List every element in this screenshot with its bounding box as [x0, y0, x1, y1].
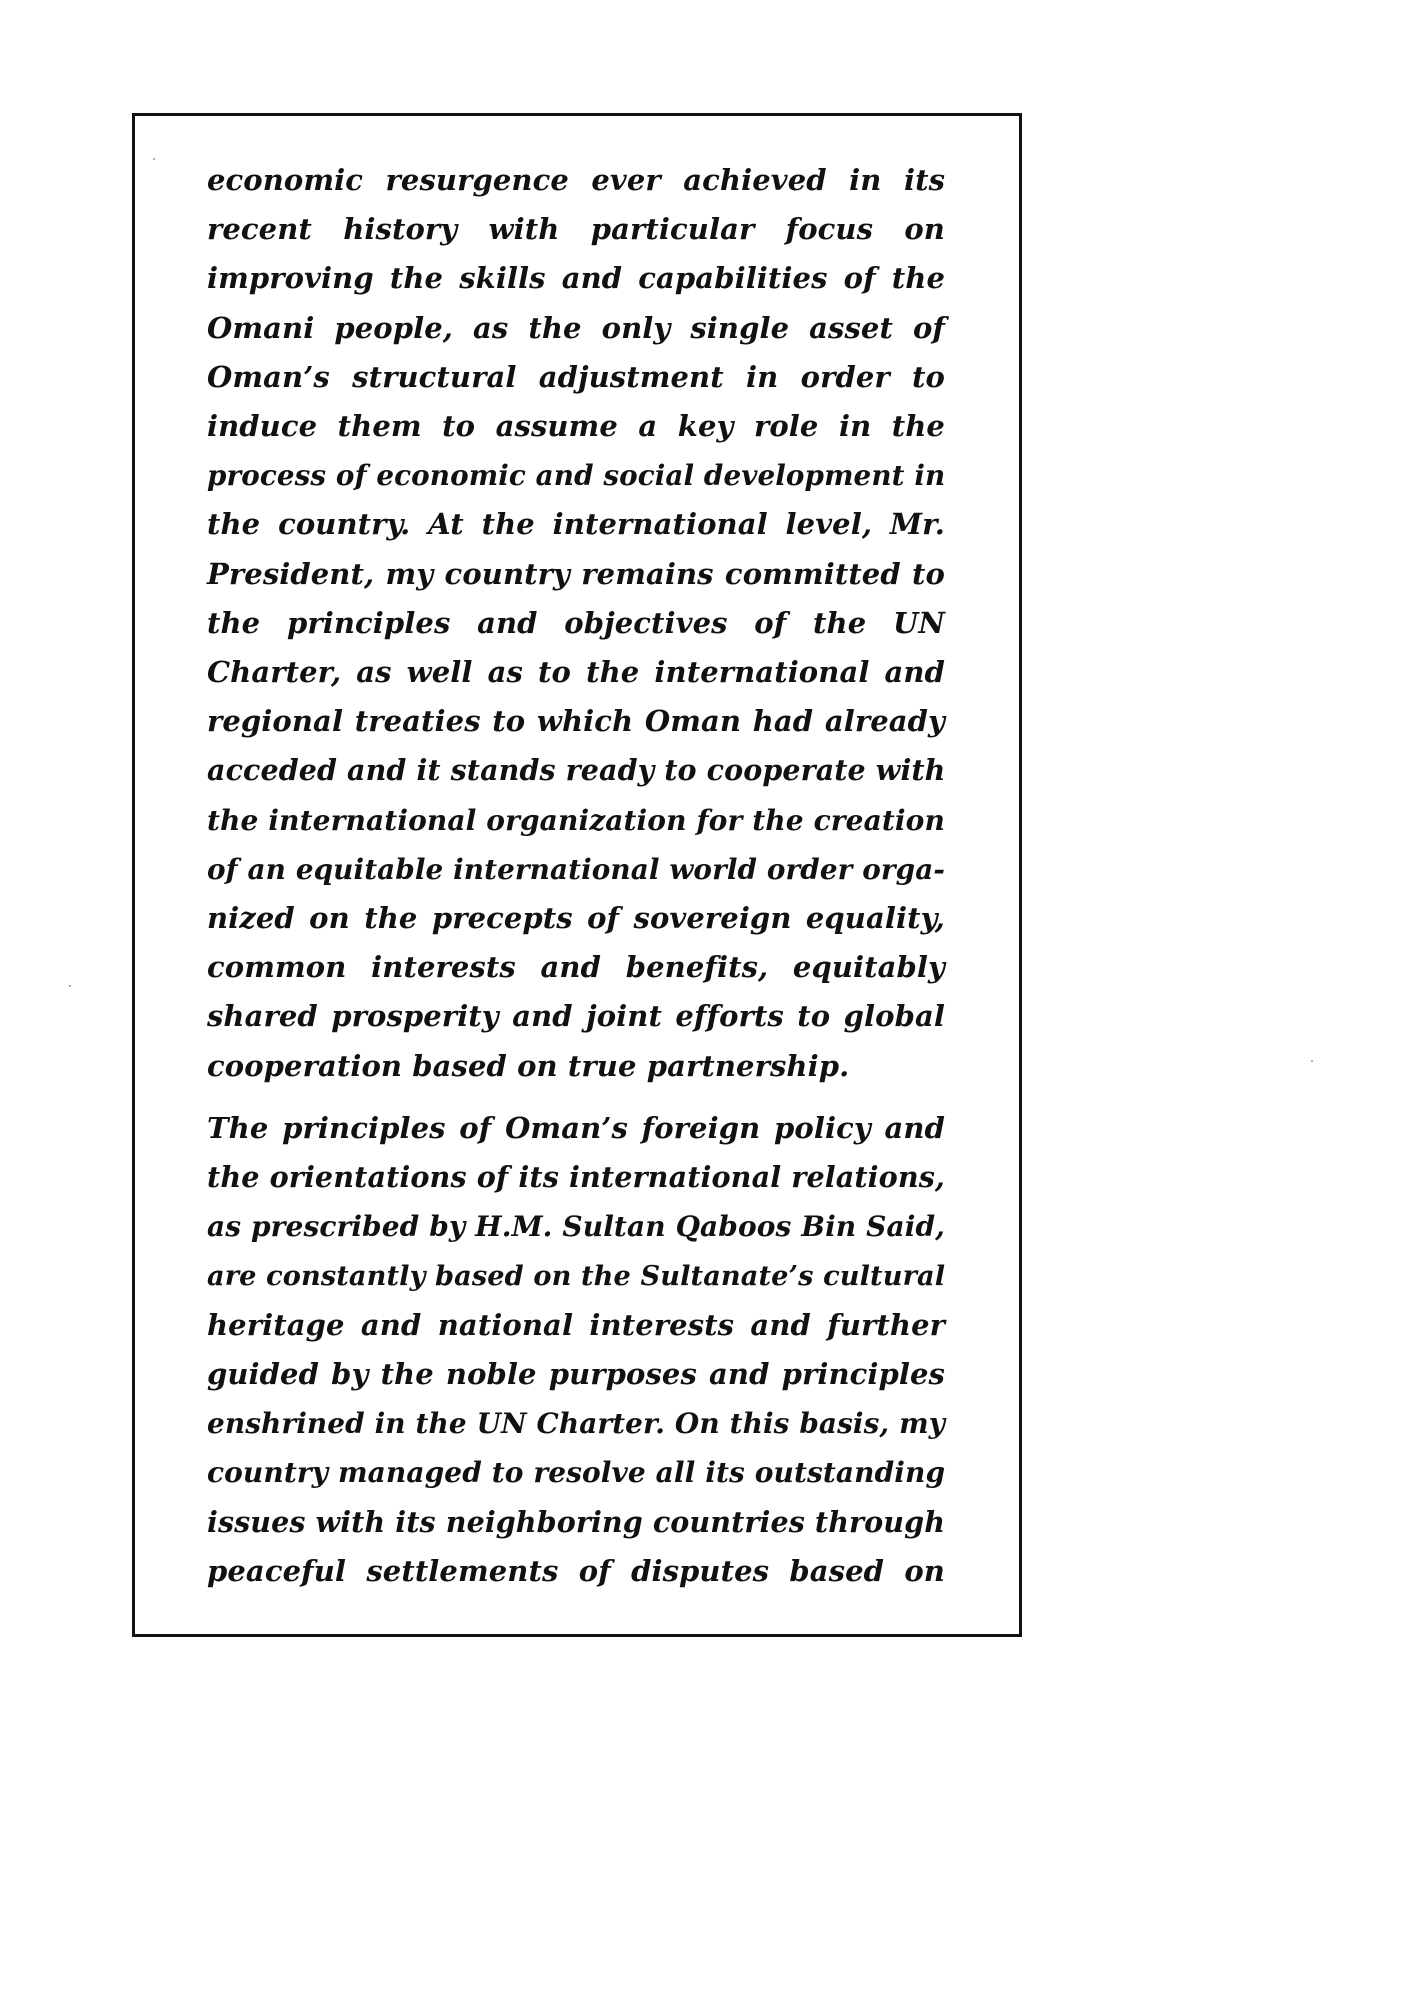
text-line: cooperation based on true partnership. [207, 1048, 850, 1083]
text-line: nized on the precepts of sovereign equality, [207, 901, 945, 936]
text-line: country managed to resolve all its outstanding [207, 1456, 946, 1490]
text-line: induce them to assume a key role in the [207, 409, 945, 444]
scan-speck [1311, 1060, 1313, 1062]
text-line: shared prosperity and joint efforts to global [207, 999, 945, 1034]
text-line: Oman’s structural adjustment in order to [207, 359, 945, 394]
text-line: Charter, as well as to the international and [207, 655, 945, 690]
text-line: are constantly based on the Sultanate’s cultural [207, 1259, 946, 1292]
text-line: common interests and benefits, equitably [207, 950, 945, 985]
text-line: the international organization for the creation [207, 803, 945, 837]
text-line: process of economic and social development in [207, 459, 946, 493]
text-line: the orientations of its international relations, [207, 1160, 945, 1195]
text-line: issues with its neighboring countries through [207, 1504, 946, 1539]
text-line: recent history with particular focus on [207, 212, 945, 247]
text-line: the country. At the international level, Mr. [207, 507, 945, 542]
text-line: regional treaties to which Oman had already [207, 704, 945, 739]
bordered-text-frame [132, 113, 1022, 1637]
text-line: of an equitable international world order orga- [207, 852, 945, 886]
text-line: improving the skills and capabilities of the [207, 261, 945, 296]
text-line: The principles of Oman’s foreign policy and [207, 1111, 945, 1145]
text-line: as prescribed by H.M. Sultan Qaboos Bin Said, [207, 1210, 945, 1244]
paragraph-2 [207, 1104, 945, 1596]
text-line: enshrined in the UN Charter. On this basis, my [207, 1407, 945, 1441]
text-line: economic resurgence ever achieved in its [207, 163, 945, 197]
text-line: President, my country remains committed to [207, 556, 945, 591]
text-line: the principles and objectives of the UN [207, 605, 945, 640]
paragraph-1 [207, 156, 945, 1091]
text-line: guided by the noble purposes and principles [207, 1357, 945, 1392]
text-line: peaceful settlements of disputes based on [207, 1553, 945, 1588]
text-line: heritage and national interests and further [207, 1307, 945, 1342]
scan-speck [69, 985, 71, 987]
text-line: acceded and it stands ready to cooperate with [207, 753, 946, 788]
text-line: Omani people, as the only single asset of [207, 310, 945, 345]
